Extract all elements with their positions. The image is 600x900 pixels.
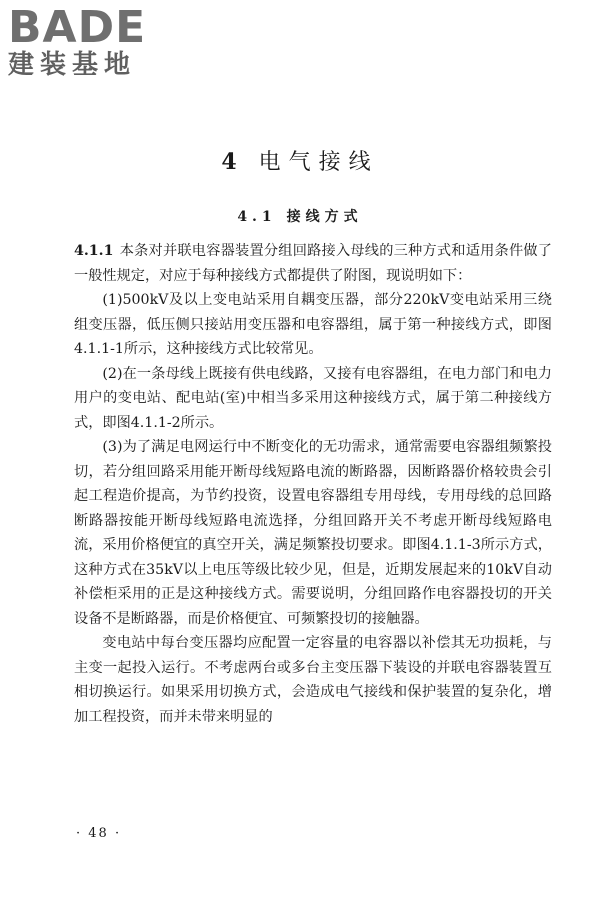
chapter-title (0, 145, 600, 176)
logo (8, 2, 176, 86)
paragraph-item-2: (2)在一条母线上既接有供电线路，又接有电容器组，在电力部门和电力用户的变电站、配电站(室)中相当多采用这种接线方式，属于第二种接线方式，即图4.1.1-2所示。 (74, 365, 552, 431)
logo-text: BADE (8, 2, 147, 53)
paragraph-item-1: (1)500kV及以上变电站采用自耦变压器，部分220kV变电站采用三绕组变压器，低压侧只接站用变压器和电容器组，属于第一种接线方式，即图4.1.1-1所示，这种接线方式比较常见。 (74, 292, 552, 357)
paragraph-item-3: (3)为了满足电网运行中不断变化的无功需求，通常需要电容器组频繁投切，若分组回路采用能开断母线短路电流的断路器，因断路器价格较贵会引起工程造价提高，为节约投资，设置电容器组专用母线，专用母线的总回路断路器按能开断母线短路电流选择，分组回路开关不考虑开断母线短路电流，采用价格便宜的真空开关，满足频繁投切要求。即图4.1.1-3所示方式，这种方式在35kV以上电压等级比较少见，但是，近期发展起来的10kV自动补偿柜采用的正是这种接线方式。需要说明，分组回路作电容器投切的开关设备不是断路器，而是价格便宜、可频繁投切的接触器。 (74, 439, 552, 627)
logo-subtitle: 建装基地 (8, 50, 137, 80)
chapter-number: 4 (221, 149, 245, 175)
section-number: 4.1 (237, 209, 277, 225)
section-title (0, 206, 600, 226)
paragraph-continuation: 变电站中每台变压器均应配置一定容量的电容器以补偿其无功损耗，与主变一起投入运行。不考虑两台或多台主变压器下装设的并联电容器装置互相切换运行。如果采用切换方式，会造成电气接线和保护装置的复杂化，增加工程投资，而并未带来明显的 (74, 635, 552, 725)
body-text (74, 239, 552, 729)
clause-paragraph (74, 239, 552, 288)
clause-intro: 本条对并联电容器装置分组回路接入母线的三种方式和适用条件做了一般性规定，对应于每种接线方式都提供了附图，现说明如下： (74, 243, 552, 284)
section-name: 接线方式 (286, 209, 363, 225)
chapter-name: 电气接线 (258, 150, 379, 175)
page-number: · 48 · (76, 826, 122, 841)
clause-number: 4.1.1 (74, 243, 114, 259)
